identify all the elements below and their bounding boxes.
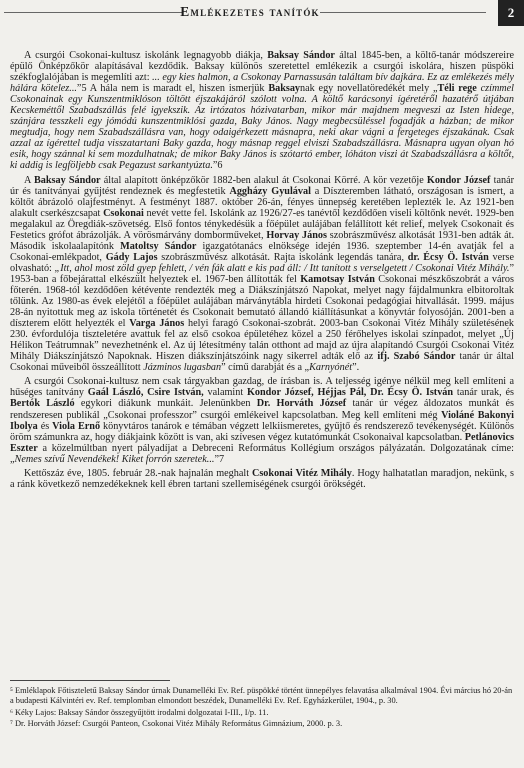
text-run: ” című darabját és a „ xyxy=(221,362,310,374)
body-paragraph xyxy=(10,175,514,374)
bold-text-run: Baksay xyxy=(268,83,301,95)
bold-text-run: Horvay János xyxy=(266,229,327,241)
bold-text-run: Baksay Sándor xyxy=(33,174,101,186)
text-run: tanár úr végez áldozatos munkát és rendszeresen publikál „Csokonai professzor” csurgói emlékeivel kapcsolatban. Meg kell említeni még xyxy=(10,398,514,421)
text-run: valamint xyxy=(203,387,247,399)
bold-text-run: Violáné Bakonyi Ibolya xyxy=(10,409,514,432)
bold-text-run: Gády Lajos xyxy=(105,251,158,263)
text-run: ”7 xyxy=(214,453,225,465)
text-run: A csurgói Csokonai-kultusz nem csak tárgyakban gazdag, de írásban is. A teljesség igénye nélkül meg kell említeni a hűséges tanítvány xyxy=(10,376,514,399)
page-number: 2 xyxy=(498,0,524,26)
bold-text-run: Kondor József, Héjjas Pál, Dr. Écsy Ö. István xyxy=(247,387,454,399)
body-paragraph xyxy=(10,50,514,172)
bold-text-run: Viola Ernő xyxy=(52,420,101,432)
bold-text-run: Kamotsay István xyxy=(300,273,375,285)
text-run: . Hogy halhatatlan maradjon, nekünk, s a ránk következő nemzedékeknek kell ébren tartani szellemiségének csurgói örökségét. xyxy=(10,467,514,490)
text-run: verse olvasható: xyxy=(10,251,514,274)
bold-text-run: Csokonai xyxy=(103,207,144,219)
running-title: Emlékezetes tanítók xyxy=(180,4,320,19)
text-run: és xyxy=(37,420,53,432)
bold-text-run: Matoltsy Sándor xyxy=(120,240,197,252)
italic-text-run: ... egy kies halmon, a Csokonay Parnassusán találtam bív dajkára. Ez az emlékezés mély hálára kötelez... xyxy=(10,72,514,95)
bold-text-run: Gaál László, Csire István, xyxy=(87,387,204,399)
body-paragraph xyxy=(10,376,514,464)
italic-text-run: „Itt, ahol most zöld gyep fehlett, / vén fák alatt e kis pad áll: / Itt tanított s verselgetett / Csokonai Vitéz Mihály. xyxy=(54,262,510,274)
text-run: Kettőszáz éve, 1805. február 28.-nak hajnalán meghalt xyxy=(24,467,252,479)
italic-text-run: Jázminos lugasban xyxy=(143,362,222,374)
italic-text-run: Karnyónét xyxy=(309,362,353,374)
bold-text-run: Csokonai Vitéz Mihály xyxy=(251,467,352,479)
text-run: könyvtáros tanárok e témában végzett lelkiismeretes, gyűjtő és rendszerező tevékenységét. Különös öröm számunkra az, hogy diákjaink között is van, aki szívesen végez kutatómunkát Csokonaival kapcsolatban. xyxy=(10,420,514,443)
article-body xyxy=(10,50,514,493)
text-run: igazgatótanács elnöksége idején 1936. szeptember 14-én avatják fel a Csokonai-emlékpadot, xyxy=(10,240,514,263)
text-run: ”6 xyxy=(212,160,223,172)
bold-text-run: ifj. Szabó Sándor xyxy=(377,351,456,363)
footnotes xyxy=(10,686,514,731)
bold-text-run: Téli rege xyxy=(437,83,477,95)
footnote: ⁵ Emléklapok Főtiszteletű Baksay Sándor úrnak Dunamelléki Ev. Ref. püspökké történt ünnepélyes felavatása alkalmával 1904. Évi március hó 20-án a budapesti Kálvintéri ev. Ref. templomban elmondott beszédek, Dunamelléki Ev. Ref. Egyházkerület, 1904., p. 30. xyxy=(10,686,513,705)
text-run: ” 1953-ban a főbejárattal elkészült helyeztek el. 1967-ben állították fel xyxy=(10,262,514,285)
header-rule-right xyxy=(320,12,486,13)
text-run: ”5 A hála nem is maradt el, hiszen ismerjük xyxy=(76,83,269,95)
bold-text-run: Varga János xyxy=(129,318,185,330)
text-run: A xyxy=(24,174,34,186)
footnote-divider xyxy=(10,680,170,681)
text-run: a közelmúltban nyert pályadíjat a Debreceni Református Kollégium országos pályázatán. Dolgozatának címe: „ xyxy=(10,442,514,465)
text-run: szobrászművész alkotását. Rajta iskolánk legendás tanára, xyxy=(157,251,408,263)
bold-text-run: Baksay Sándor xyxy=(267,50,335,61)
body-paragraph xyxy=(10,468,514,490)
bold-text-run: Dr. Horváth József xyxy=(256,398,347,410)
text-run: ”. xyxy=(352,362,360,374)
page-header xyxy=(0,0,524,26)
bold-text-run: Bertók László xyxy=(10,398,75,410)
text-run: helyi faragó Csokonai-szobrát. 2003-ban Csokonai Vitéz Mihály születésének 230. évfordulója tiszteletére avattuk fel az első csokoa épületéhez közel a 250 férőhelyes iskolai színpadot, melyet „Új Hélikon Teátrumnak” nevezhetnénk el. Az új létesítmény talán otthont ad majd az újra alapítandó Csurgói Csokonai Vitéz Mihály Diákszínjátszó Napoknak. Hiszen diákszínjátszóink nagy sikerrel adták elő az xyxy=(10,318,514,363)
text-run: nak egy novellatöredékét mely „ xyxy=(300,83,438,95)
text-run: által 1845-ben, a költő-tanár módszereire épülő Önképzőkör alapításával kezdődik. Baksay különös szeretettel emlékezik a csurgói iskolára, hiszen püspöki székfoglalójában is megemlíti azt: xyxy=(10,50,514,84)
italic-text-run: czímmel Csokonainak egy Kunszentmiklóson töltött éjszakájáról szólott volna. A költő karácsonyi ígéretéről hazatérő útjában Kecskeméttől Szabadszállás felé igyekszik. Az irtózatos hózivatarban, mikor már majdnem megveszi az Isten hidege, szánjára tesszkeli egy jómódú kunszentmiklósi gazda, Baky János. Nagy megbecsüléssel fogadják a házban; de mikor megtudja, hogy nem Szabadszállásra van, hogy odaigérkezett másnapra, neki akar vágni a fergeteges éjszakának. Csak azzal az ígérettel tudja visszatartani Baky gazda, hogy másnap reggel elviszi Szabadszállásra. Másnapra ugyan olyan hó esik, hogy szánnal ki sem mozdulhatnak; de mikor Baky János is szótartó ember, lóháton viszi át Szabadszállásra a költőt, ki addig is legföljebb csak Pegazust sarkantyúzta. xyxy=(10,83,515,172)
text-run: egykori diákunk munkáit. Jelenünkben xyxy=(74,398,257,410)
text-run: nevét vette fel. Iskolánk az 1926/27-es tanévtől kezdődően viseli költőnk nevét. 1929-ben megalakul az Öregdiák-szövetség. Első fontos ténykedésük a főépület aulájában felállított két relief, melyek Csokonait és Festetics grófot ábrázolják. A vörösmárvány domborműveket, xyxy=(10,207,514,241)
footnote: ⁶ Kéky Lajos: Baksay Sándor összegyűjtött irodalmi dolgozatai I-III., I/p. 11. xyxy=(10,707,269,717)
text-run: tanár urak, és xyxy=(453,387,514,399)
italic-text-run: Nemes szívű Nevendékek! Kiket forrón szeretek... xyxy=(14,453,215,465)
text-run: tanár úr és tanítványai gyűjtést rendeznek és megfestetik xyxy=(10,174,514,197)
text-run: Csokonai mészkőszobrát a város főterén. 1968-tól kezdődően kétévente rendezték meg a Diákszínjátszó Napokat, melyet nagy fájdalmunkra elbitoroltak tőlünk. Az 1980-as évek elejétől a főépület aulájában márványtábla hirdeti Csokonai pedagógiai hitvallását. 1999. május 28-án nyitottuk meg az iskola történetét és Csokonait bemutató állandó kiállításunkat a könyvtár folyosóján. 2001-ben a díszterem előtt helyezték el xyxy=(10,273,514,330)
bold-text-run: Aggházy Gyulával xyxy=(229,185,311,197)
bold-text-run: dr. Écsy Ö. István xyxy=(407,251,489,263)
text-run: szobrászművész alkotását 1931-ben adták át. Második iskolaalapítónk xyxy=(10,229,515,252)
bold-text-run: Kondor József xyxy=(426,174,491,186)
text-run: tanár úr által Csokonai műveiből összeállított xyxy=(10,351,514,374)
text-run: által alapított önképzőkör 1882-ben alakul át Csokonai Körré. A kör vezetője xyxy=(100,174,427,186)
text-run: a Díszteremben látható, országosan is ismert, a költőt ábrázoló olajfestményt. A festményt 1887. október 26-án, fényes ünnepség keretében leplezték le. Az 1921-ben alakult cserkészcsapat xyxy=(10,185,514,219)
text-run: A csurgói Csokonai-kultusz iskolánk legnagyobb diákja, xyxy=(24,50,268,61)
bold-text-run: Petlánovics Eszter xyxy=(10,431,514,454)
footnote: ⁷ Dr. Horváth József: Csurgói Panteon, Csokonai Vitéz Mihály Református Gimnázium, 2000. p. 3. xyxy=(10,719,343,728)
